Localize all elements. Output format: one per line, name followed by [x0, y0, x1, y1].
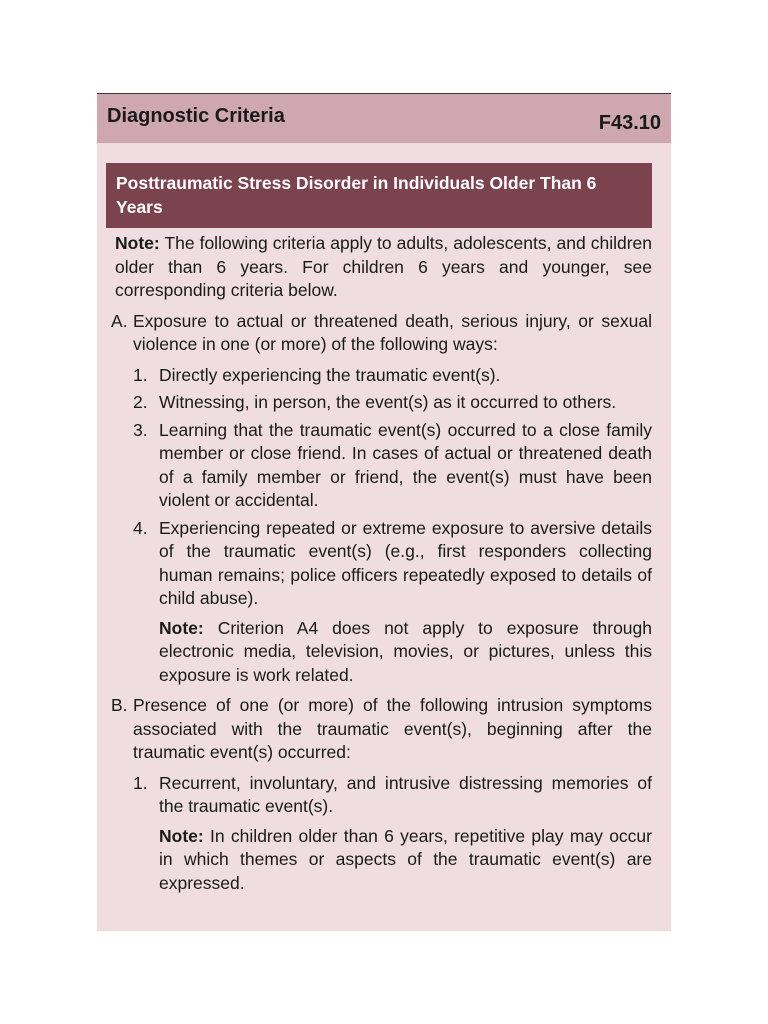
header-title: Diagnostic Criteria — [107, 105, 285, 127]
item-number: 4. — [133, 517, 148, 538]
item-number: 1. — [133, 364, 148, 385]
list-item — [133, 517, 652, 688]
criteria-header — [97, 94, 671, 143]
criterion-a — [111, 310, 652, 688]
item-note — [159, 617, 652, 688]
criterion-b — [111, 694, 652, 895]
list-item — [133, 391, 652, 415]
list-item — [133, 419, 652, 513]
intro-note-label: Note: — [115, 233, 160, 253]
item-note-text: Criterion A4 does not apply to exposure through electronic media, television, movies, or pictures, unless this exposure is work related. — [159, 617, 652, 685]
item-note-label: Note: — [159, 617, 204, 638]
criterion-text: Exposure to actual or threatened death, serious injury, or sexual violence in one (or more) of the following ways: — [133, 310, 652, 354]
list-item — [133, 772, 652, 896]
list-item — [133, 364, 652, 388]
item-text: Directly experiencing the traumatic event(s). — [159, 364, 501, 385]
item-note — [159, 825, 652, 896]
item-text: Recurrent, involuntary, and intrusive distressing memories of the traumatic event(s). — [159, 772, 652, 816]
item-text: Witnessing, in person, the event(s) as it occurred to others. — [159, 392, 617, 412]
diagnosis-code: F43.10 — [598, 112, 661, 134]
item-text: Learning that the traumatic event(s) occurred to a close family member or close friend. In cases of actual or threatened death of a family member or friend, the event(s) must have been violent or accidental. — [159, 419, 652, 510]
item-number: 3. — [133, 419, 148, 440]
item-note-label: Note: — [159, 825, 204, 846]
item-note-text: In children older than 6 years, repetitive play may occur in which themes or aspects of the traumatic event(s) are expressed. — [159, 825, 652, 893]
item-number: 1. — [133, 772, 148, 793]
criterion-letter: A. — [111, 310, 128, 331]
criterion-text: Presence of one (or more) of the following intrusion symptoms associated with the traumatic event(s), beginning after the traumatic event(s) occurred: — [133, 695, 652, 762]
intro-note — [115, 232, 652, 303]
criteria-content — [111, 232, 653, 895]
criterion-letter: B. — [111, 695, 128, 715]
diagnostic-criteria-box — [97, 93, 671, 931]
intro-note-text: The following criteria apply to adults, adolescents, and children older than 6 years. For children 6 years and younger, see corresponding criteria below. — [115, 233, 653, 300]
item-text: Experiencing repeated or extreme exposure to aversive details of the traumatic event(s) (e.g., first responders collecting human remains; police officers repeatedly exposed to details of child abuse). — [159, 517, 652, 608]
disorder-title: Posttraumatic Stress Disorder in Individuals Older Than 6 Years — [106, 163, 652, 228]
criterion-b-items — [133, 772, 652, 896]
item-number: 2. — [133, 392, 148, 412]
criterion-a-items — [133, 364, 652, 688]
